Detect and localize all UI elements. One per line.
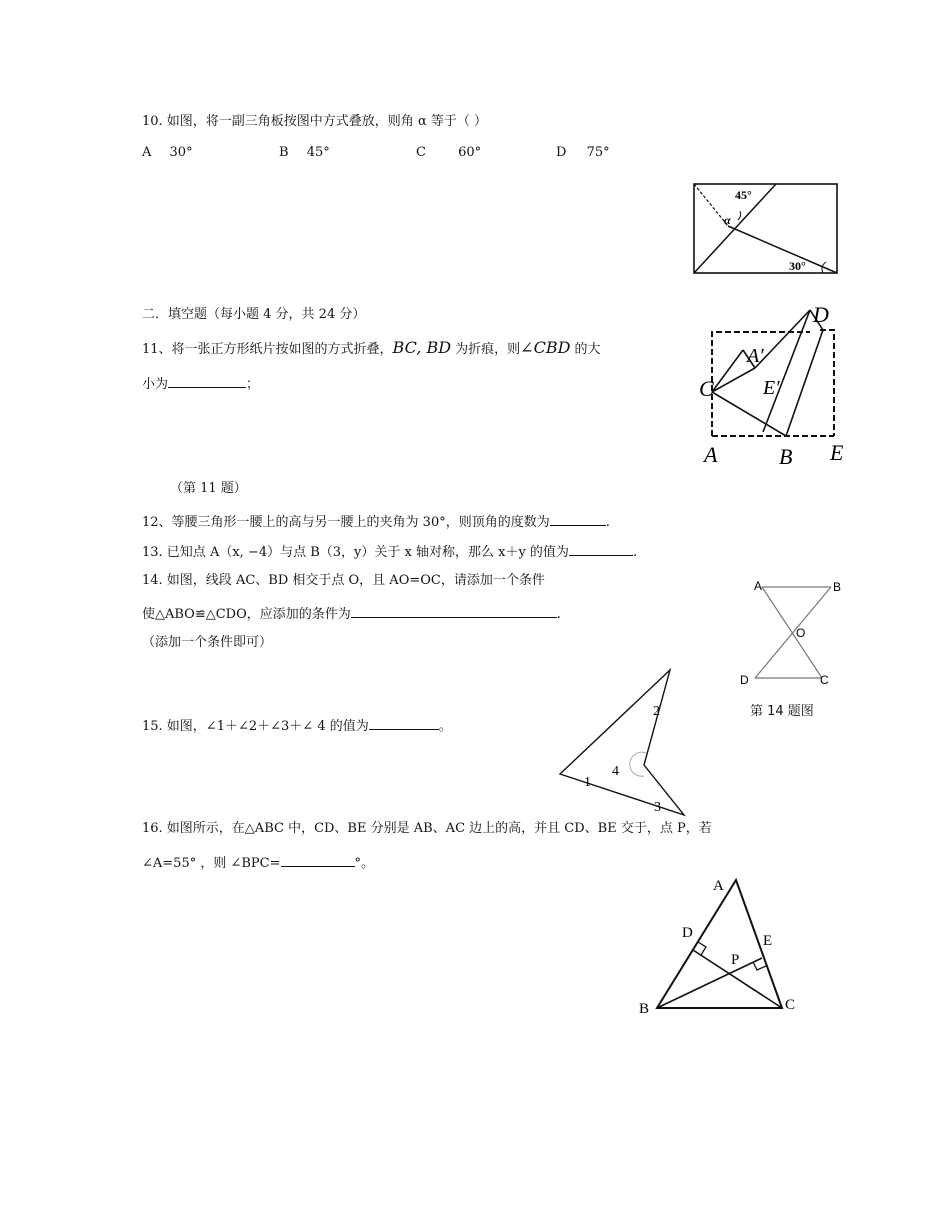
q16-line2-b: °。 [354, 856, 375, 871]
q13-end: . [632, 545, 638, 560]
q10-text: 10. 如图，将一副三角板按图中方式叠放，则角 α 等于（ ） [142, 114, 487, 129]
label-45: 45° [735, 188, 752, 202]
label-c: C [820, 673, 829, 687]
q14-answer-blank[interactable] [351, 603, 557, 618]
fold-edge [763, 310, 810, 432]
right-angle-e [753, 962, 766, 970]
label-2: 2 [653, 704, 660, 719]
label-c: C [785, 997, 796, 1013]
q12-line [142, 511, 610, 532]
quadrilateral [560, 670, 684, 815]
label-o: O [796, 626, 806, 640]
label-a: A [704, 442, 718, 467]
option-letter: A [142, 145, 152, 160]
q12-answer-blank[interactable] [550, 511, 606, 526]
q14-line2-end: . [556, 607, 561, 622]
q11-line1 [142, 339, 601, 359]
segment-ac [762, 587, 822, 678]
q11-text-mid: 为折痕，则 [451, 342, 521, 357]
q10-figure [690, 180, 845, 280]
fold-edge [712, 368, 755, 392]
label-b: B [833, 580, 842, 594]
label-alpha: α [724, 213, 731, 227]
label-3: 3 [654, 800, 661, 815]
label-a-prime: A′ [747, 345, 764, 367]
q16-line2 [142, 852, 374, 873]
label-a: A [713, 878, 724, 894]
label-c: C [699, 376, 714, 401]
q12-end: . [605, 515, 610, 530]
q16-line1: 16. 如图所示，在△ABC 中，CD、BE 分别是 AB、AC 边上的高，并且 CD、BE 交于，点 P，若 [142, 821, 712, 836]
label-4: 4 [612, 764, 619, 779]
triangle-hypotenuse [728, 226, 837, 273]
q14-figure [740, 575, 850, 693]
label-p: P [731, 952, 740, 968]
q15-answer-blank[interactable] [369, 715, 439, 730]
label-b: B [779, 444, 793, 469]
dashed-square-right [820, 330, 834, 436]
q11-text-before: 11、将一张正方形纸片按如图的方式折叠， [142, 342, 393, 357]
q11-figure [695, 302, 855, 467]
label-d: D [740, 673, 749, 687]
q15-end: 。 [438, 719, 452, 734]
option-value: 60° [458, 145, 482, 160]
q11-line2-end: ； [246, 377, 260, 392]
label-e: E [763, 933, 773, 949]
rectangle [694, 184, 837, 273]
label-b: B [639, 1001, 650, 1017]
q11-caption: （第 11 题） [170, 481, 247, 496]
q15-figure [552, 665, 692, 820]
q13-answer-blank[interactable] [569, 541, 633, 556]
option-letter: B [279, 145, 289, 160]
q11-answer-blank[interactable] [168, 373, 246, 388]
q16-line2-a: ∠A=55° ，则 ∠BPC= [142, 856, 281, 871]
q11-line2-label: 小为 [142, 377, 169, 392]
q16-answer-blank[interactable] [281, 852, 355, 867]
label-d: D [813, 302, 829, 327]
q14-line2 [142, 603, 561, 624]
q10-option-b [279, 145, 330, 160]
option-value: 75° [586, 145, 610, 160]
q14-line2-text: 使△ABO≌△CDO，应添加的条件为 [142, 607, 351, 622]
alpha-arc [738, 211, 741, 220]
q14-line3: （添加一个条件即可） [142, 635, 273, 650]
segment-bd [755, 587, 831, 678]
q10-option-a [142, 145, 193, 160]
q10-option-c [416, 145, 481, 160]
q14-line1: 14. 如图，线段 AC、BD 相交于点 O，且 AO=OC，请添加一个条件 [142, 573, 545, 588]
label-a: A [754, 579, 763, 593]
option-letter: C [416, 145, 426, 160]
option-value: 45° [306, 145, 330, 160]
fold-edge [712, 350, 743, 392]
q11-math-bc-bd: BC, BD [392, 338, 452, 357]
q11-math-angle: ∠CBD [520, 338, 571, 357]
q11-line2 [142, 373, 259, 394]
label-d: D [682, 925, 693, 941]
q13-line [142, 541, 637, 562]
q13-text: 13. 已知点 A（x, −4）与点 B（3，y）关于 x 轴对称，那么 x＋y 的值为 [142, 545, 569, 560]
dashed-edge [694, 184, 728, 226]
q15-line [142, 715, 452, 736]
section-title: 二．填空题（每小题 4 分，共 24 分） [142, 307, 366, 322]
q10-option-d [556, 145, 610, 160]
label-e-prime: E′ [763, 377, 780, 399]
right-angle-d [698, 942, 706, 955]
option-value: 30° [169, 145, 193, 160]
label-1: 1 [584, 775, 591, 790]
q14-caption: 第 14 题图 [750, 704, 814, 719]
label-30: 30° [789, 259, 806, 273]
label-e: E [830, 440, 844, 465]
option-letter: D [556, 145, 567, 160]
crease-bd [786, 330, 823, 436]
q15-text: 15. 如图，∠1＋∠2＋∠3＋∠ 4 的值为 [142, 719, 369, 734]
q12-text: 12、等腰三角形一腰上的高与另一腰上的夹角为 30°，则顶角的度数为 [142, 515, 550, 530]
q11-text-after: 的大 [570, 342, 601, 357]
q16-figure [635, 870, 810, 1030]
